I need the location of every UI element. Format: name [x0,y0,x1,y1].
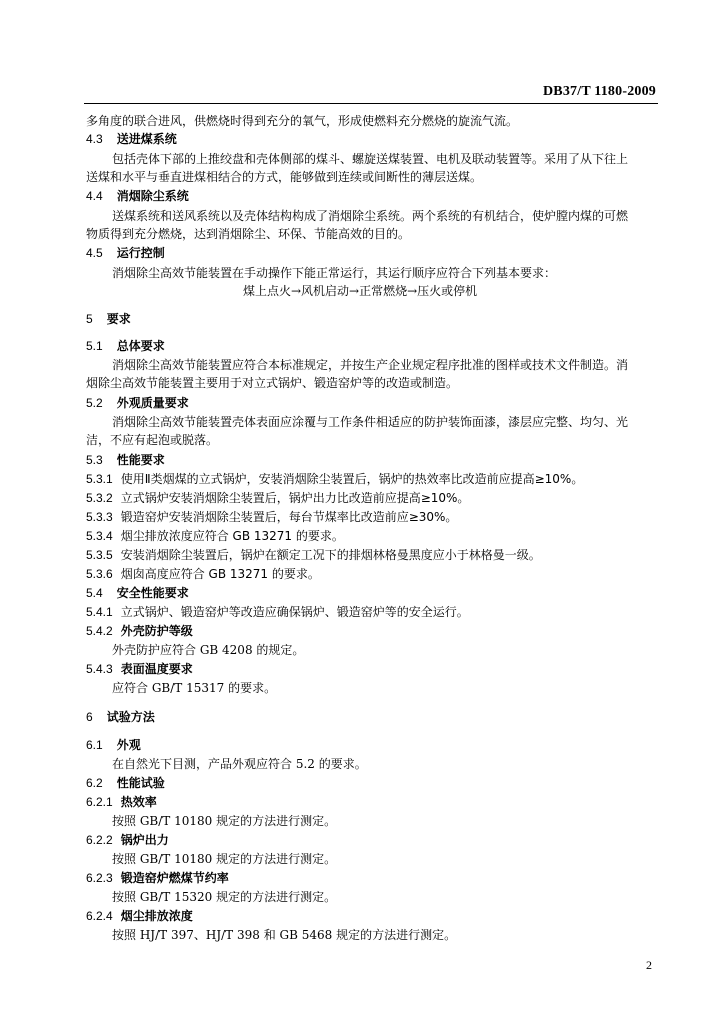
section-5-heading: 5 要求 [86,312,131,326]
clause-5-3-1: 5.3.1 使用Ⅱ类烟煤的立式锅炉，安装消烟除尘装置后，锅炉的热效率比改造前应提高≥10%。 [86,472,584,486]
section-6-2-heading: 6.2 性能试验 [86,776,165,790]
body-line: 洁，不应有起泡或脱落。 [86,433,219,447]
clause-5-3-5: 5.3.5 安装消烟除尘装置后，锅炉在额定工况下的排烟林格曼黑度应小于林格曼一级。 [86,548,541,562]
section-6-2-1-heading: 6.2.1 热效率 [86,795,157,809]
body-line: 在自然光下目测，产品外观应符合 5.2 的要求。 [112,757,367,771]
clause-5-3-4: 5.3.4 烟尘排放浓度应符合 GB 13271 的要求。 [86,529,344,543]
section-5-2-heading: 5.2 外观质量要求 [86,396,189,410]
body-line: 消烟除尘高效节能装置壳体表面应涂覆与工作条件相适应的防护装饰面漆，漆层应完整、均匀、光 [112,415,629,429]
section-5-1-heading: 5.1 总体要求 [86,339,165,353]
section-5-4-3-heading: 5.4.3 表面温度要求 [86,662,193,676]
body-line: 按照 GB/T 15320 规定的方法进行测定。 [112,890,337,904]
header-rule [84,103,658,104]
body-line: 消烟除尘高效节能装置在手动操作下能正常运行，其运行顺序应符合下列基本要求： [112,266,557,280]
clause-5-3-3: 5.3.3 锻造窑炉安装消烟除尘装置后，每台节煤率比改造前应≥30%。 [86,510,458,524]
body-line: 包括壳体下部的上推绞盘和壳体侧部的煤斗、螺旋送煤装置、电机及联动装置等。采用了从下往上 [112,152,629,166]
body-line: 按照 GB/T 10180 规定的方法进行测定。 [112,814,337,828]
clause-5-3-6: 5.3.6 烟囱高度应符合 GB 13271 的要求。 [86,567,320,581]
section-6-heading: 6 试验方法 [86,710,155,724]
section-4-3-heading: 4.3 送进煤系统 [86,132,177,146]
section-4-5-heading: 4.5 运行控制 [86,246,165,260]
section-5-4-2-heading: 5.4.2 外壳防护等级 [86,624,193,638]
body-line: 消烟除尘高效节能装置应符合本标准规定，并按生产企业规定程序批准的图样或技术文件制造。消 [112,358,629,372]
section-6-2-3-heading: 6.2.3 锻造窑炉燃煤节约率 [86,871,229,885]
section-5-4-heading: 5.4 安全性能要求 [86,586,189,600]
section-6-1-heading: 6.1 外观 [86,738,141,752]
process-sequence: 煤上点火→风机启动→正常燃烧→压火或停机 [243,284,478,298]
body-line: 物质得到充分燃烧，达到消烟除尘、环保、节能高效的目的。 [86,227,411,241]
body-line: 烟除尘高效节能装置主要用于对立式锅炉、锻造窑炉等的改造或制造。 [86,376,459,390]
body-line: 应符合 GB/T 15317 的要求。 [112,681,277,695]
page-number: 2 [646,958,652,972]
section-6-2-2-heading: 6.2.2 锅炉出力 [86,833,169,847]
clause-5-4-1: 5.4.1 立式锅炉、锻造窑炉等改造应确保锅炉、锻造窑炉等的安全运行。 [86,605,469,619]
section-4-4-heading: 4.4 消烟除尘系统 [86,189,189,203]
body-line: 多角度的联合进风，供燃烧时得到充分的氧气，形成使燃料充分燃烧的旋流气流。 [86,114,519,128]
body-line: 按照 HJ/T 397、HJ/T 398 和 GB 5468 规定的方法进行测定。 [112,928,457,942]
body-line: 按照 GB/T 10180 规定的方法进行测定。 [112,852,337,866]
section-5-3-heading: 5.3 性能要求 [86,453,165,467]
body-line: 送煤系统和送风系统以及壳体结构构成了消烟除尘系统。两个系统的有机结合，使炉膛内煤的可燃 [112,209,629,223]
standard-code: DB37/T 1180-2009 [542,84,656,99]
section-6-2-4-heading: 6.2.4 烟尘排放浓度 [86,909,193,923]
body-line: 外壳防护应符合 GB 4208 的规定。 [112,643,305,657]
body-line: 送煤和水平与垂直进煤相结合的方式，能够做到连续或间断性的薄层送煤。 [86,170,483,184]
clause-5-3-2: 5.3.2 立式锅炉安装消烟除尘装置后，锅炉出力比改造前应提高≥10%。 [86,491,470,505]
